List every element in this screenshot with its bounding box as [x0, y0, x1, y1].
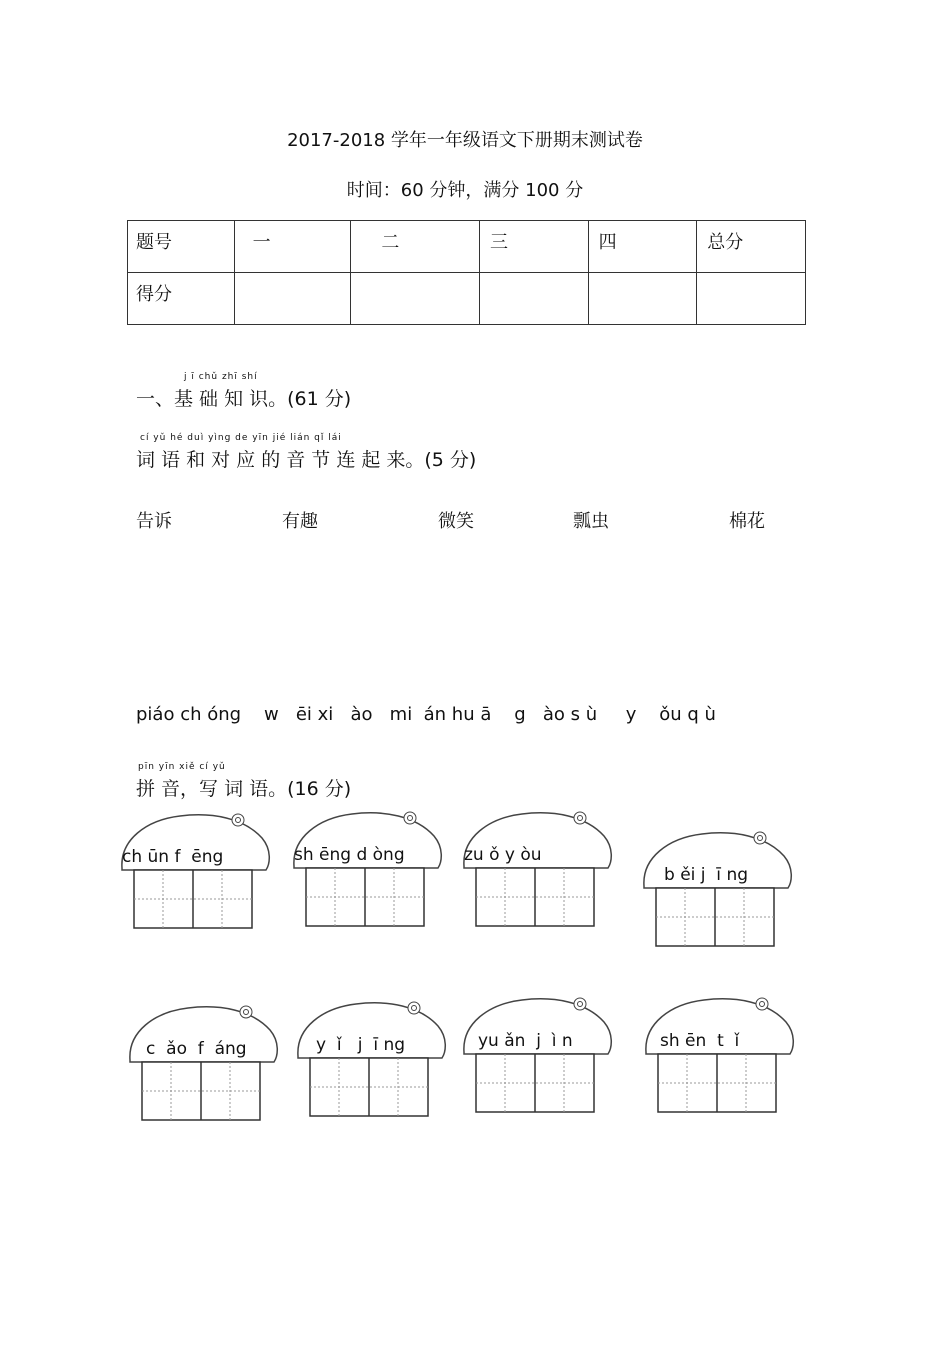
writing-grid[interactable] [306, 868, 424, 926]
q2-pinyin: pīn yīn xiě cí yǔ [138, 762, 226, 772]
q1-heading: 词 语 和 对 应 的 音 节 连 起 来。(5 分) [136, 449, 477, 471]
house-pinyin: c ǎo f áng [146, 1039, 247, 1059]
flower-icon [408, 1002, 420, 1014]
pinyin-options-row: piáo ch óng w ēi xi ào mi án hu ā g ào s ù y ǒu q ù [136, 704, 716, 725]
word-item: 告诉 [136, 511, 172, 532]
house-pinyin: yu ǎn j ì n [478, 1031, 573, 1051]
exam-time-info: 时间：60 分钟，满分 100 分 [346, 180, 584, 201]
pinyin-house [458, 988, 614, 1120]
flower-icon [240, 1006, 252, 1018]
section1-heading: 一、基 础 知 识。(61 分) [136, 388, 352, 410]
score-input-cell[interactable] [697, 273, 806, 325]
pinyin-house [638, 822, 794, 954]
table-cell: 题号 [128, 221, 235, 273]
q1-pinyin: cí yǔ hé duì yìng de yīn jié lián qǐ lái [140, 433, 342, 443]
table-row [128, 221, 806, 273]
pinyin-house [288, 802, 444, 934]
table-cell: 三 [479, 221, 588, 273]
house-pinyin: zu ǒ y òu [464, 845, 542, 865]
house-pinyin: y ǐ j ī ng [316, 1035, 406, 1055]
score-input-cell[interactable] [351, 273, 480, 325]
flower-icon [574, 998, 586, 1010]
writing-grid[interactable] [134, 870, 252, 928]
writing-grid[interactable] [476, 1054, 594, 1112]
writing-grid[interactable] [310, 1058, 428, 1116]
house-pinyin: ch ūn f ēng [122, 847, 224, 867]
q2-heading: 拼 音，写 词 语。(16 分) [136, 778, 352, 800]
writing-grid[interactable] [142, 1062, 260, 1120]
score-input-cell[interactable] [234, 273, 351, 325]
table-row [128, 273, 806, 325]
word-item: 瓢虫 [573, 511, 609, 532]
writing-grid[interactable] [476, 868, 594, 926]
table-cell: 二 [351, 221, 480, 273]
writing-grid[interactable] [658, 1054, 776, 1112]
pinyin-house [116, 804, 272, 936]
flower-icon [756, 998, 768, 1010]
flower-icon [232, 814, 244, 826]
score-table [127, 220, 806, 325]
house-pinyin: b ěi j ī ng [664, 865, 749, 885]
table-cell: 得分 [128, 273, 235, 325]
writing-grid[interactable] [656, 888, 774, 946]
house-pinyin: sh ēng d òng [294, 845, 405, 865]
flower-icon [574, 812, 586, 824]
page-title: 2017-2018 学年一年级语文下册期末测试卷 [287, 130, 643, 151]
word-item: 棉花 [729, 511, 765, 532]
word-item: 微笑 [438, 511, 474, 532]
flower-icon [404, 812, 416, 824]
house-pinyin: sh ēn t ǐ [660, 1031, 740, 1051]
pinyin-house [124, 996, 280, 1128]
table-cell: 总分 [697, 221, 806, 273]
pinyin-house [458, 802, 614, 934]
score-input-cell[interactable] [588, 273, 697, 325]
pinyin-house [292, 992, 448, 1124]
pinyin-house [640, 988, 796, 1120]
table-cell: 一 [234, 221, 351, 273]
word-item: 有趣 [282, 511, 318, 532]
table-cell: 四 [588, 221, 697, 273]
score-input-cell[interactable] [479, 273, 588, 325]
flower-icon [754, 832, 766, 844]
section1-pinyin: j ī chǔ zhī shí [184, 372, 258, 382]
